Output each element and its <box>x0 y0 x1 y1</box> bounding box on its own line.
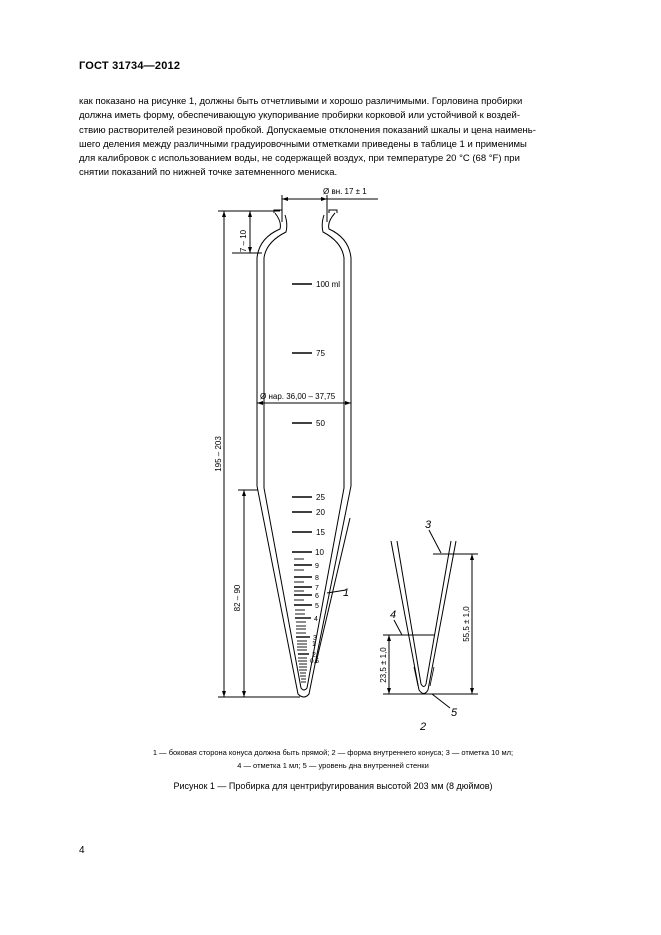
inner-cone-detail <box>379 519 478 733</box>
cone-height-label: 82 – 90 <box>233 584 242 612</box>
paragraph-line: ствию растворителей резиновой пробкой. Допускаемые отклонения показаний шкалы и цена наимень- <box>79 124 536 136</box>
scale-label: 1 <box>312 641 316 648</box>
callout-2-label: 2 <box>420 721 427 733</box>
scale-labels <box>310 280 340 665</box>
body-diameter-dimension <box>257 392 351 405</box>
paragraph-line: для калибровок с использованием воды, не содержащей воздух, при температуре 20 °С (68 °F) при <box>79 153 520 165</box>
paragraph-line: как показано на рисунке 1, должны быть отчетливыми и хорошо различимыми. Горловина пробирки <box>79 96 523 107</box>
body-diameter-label: Ø нар. 36,00 – 37,75 <box>260 392 336 401</box>
scale-label: 7 <box>315 585 319 592</box>
page-number: 4 <box>79 845 85 856</box>
neck-diameter-label: Ø вн. 17 ± 1 <box>323 187 367 196</box>
neck-height-label: 7 – 10 <box>239 229 248 253</box>
callout-3-label: 3 <box>425 519 432 531</box>
scale-label: 2 <box>312 652 316 659</box>
callout-4-label: 4 <box>390 609 397 621</box>
scale-label: 20 <box>316 508 325 517</box>
graduation-scale <box>292 284 312 682</box>
centrifuge-tube-figure <box>0 175 661 735</box>
total-height-label: 195 – 203 <box>214 436 223 472</box>
scale-label: 4 <box>314 616 318 623</box>
callout-5-label: 5 <box>451 707 458 719</box>
scale-label: 25 <box>316 493 325 502</box>
dim-10ml-label: 55,5 ± 1,0 <box>462 606 471 642</box>
scale-label: 8 <box>315 575 319 582</box>
scale-label: 9 <box>315 563 319 570</box>
scale-label: 50 <box>316 419 325 428</box>
callout-1-label: 1 <box>343 587 350 599</box>
scale-label: 15 <box>316 528 325 537</box>
legend-line: 4 — отметка 1 мл; 5 — уровень дна внутренней стенки <box>237 761 429 770</box>
paragraph-line: шего деления между различными градуировочными отметками приведены в таблице 1 и применимы <box>79 138 527 150</box>
callout-1 <box>316 518 350 663</box>
scale-label: 3 <box>313 635 317 642</box>
legend-line: 1 — боковая сторона конуса должна быть прямой; 2 — форма внутреннего конуса; 3 — отметка 10 мл; <box>152 748 514 757</box>
scale-label: 10 <box>315 548 324 557</box>
figure-caption: Рисунок 1 — Пробирка для центрифугирования высотой 203 мм (8 дюймов) <box>173 781 493 791</box>
scale-label: 75 <box>316 349 325 358</box>
document-header: ГОСТ 31734—2012 <box>79 60 181 72</box>
scale-label: 0,5 <box>310 658 320 665</box>
scale-label: 5 <box>315 603 319 610</box>
paragraph-line: снятии показаний по нижней точке затемненного мениска. <box>79 167 338 179</box>
body-paragraph <box>79 95 587 181</box>
dim-1ml-label: 23,5 ± 1,0 <box>379 647 388 683</box>
paragraph-line: должна иметь форму, обеспечивающую укупоривание пробирки корковой или устойчивой к воздей- <box>79 110 521 122</box>
scale-label: 6 <box>315 593 319 600</box>
scale-label: 100 ml <box>316 280 341 289</box>
figure-legend <box>79 746 587 772</box>
neck-diameter-dimension <box>282 187 378 222</box>
